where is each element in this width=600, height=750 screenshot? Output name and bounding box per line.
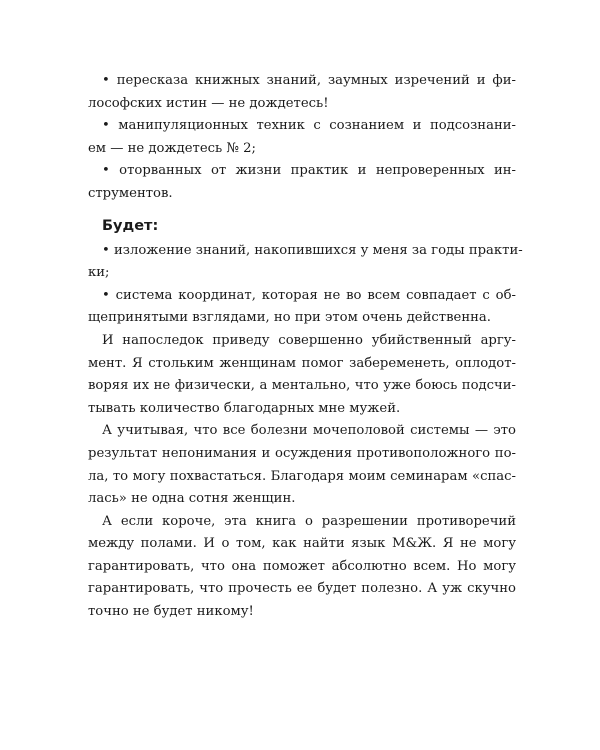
text-line: ла, то могу похвастаться. Благодаря моим семинарам «спас- xyxy=(88,468,516,484)
text-line: тывать количество благодарных мне мужей. xyxy=(88,400,401,416)
text-line: А если короче, эта книга о разрешении противоречий xyxy=(102,513,516,529)
body-paragraph xyxy=(88,420,516,510)
text-line: воряя их не физически, а ментально, что уже боюсь подсчи- xyxy=(88,378,516,394)
text-line: лась» не одна сотня женщин. xyxy=(88,491,296,507)
body-paragraph xyxy=(88,330,516,420)
text-line: • изложение знаний, накопившихся у меня за годы практи- xyxy=(102,242,523,258)
text-line: гарантировать, что она поможет абсолютно всем. Но могу xyxy=(88,558,516,574)
text-line: И напоследок приведу совершенно убийственный аргу- xyxy=(102,332,516,348)
text-line: ки; xyxy=(88,265,110,281)
body-paragraph xyxy=(88,511,516,624)
text-line: струментов. xyxy=(88,185,173,201)
text-line: между полами. И о том, как найти язык М&Ж. Я не могу xyxy=(88,536,516,552)
text-line: • манипуляционных техник с сознанием и подсознани- xyxy=(102,118,516,134)
list-item xyxy=(88,240,523,285)
text-line: гарантировать, что прочесть ее будет полезно. А уж скучно xyxy=(88,581,516,597)
section-heading: Будет: xyxy=(102,217,159,234)
text-line: А учитывая, что все болезни мочеполовой системы — это xyxy=(102,423,516,439)
list-item xyxy=(88,160,516,205)
list-item xyxy=(88,285,516,330)
list-item xyxy=(88,115,516,160)
text-line: мент. Я стольким женщинам помог забеременеть, оплодот- xyxy=(88,355,516,371)
page-text xyxy=(88,70,523,624)
text-line: результат непонимания и осуждения противоположного по- xyxy=(88,445,516,461)
text-line: точно не будет никому! xyxy=(88,604,254,620)
text-line: ем — не дождетесь № 2; xyxy=(88,140,256,156)
text-line: • система координат, которая не во всем совпадает с об- xyxy=(102,287,516,303)
text-line: • пересказа книжных знаний, заумных изречений и фи- xyxy=(102,73,516,88)
list-item xyxy=(88,70,516,115)
text-line: • оторванных от жизни практик и непроверенных ин- xyxy=(102,163,516,179)
text-line: щепринятыми взглядами, но при этом очень действенна. xyxy=(88,310,491,326)
text-line: лософских истин — не дождетесь! xyxy=(88,95,329,111)
